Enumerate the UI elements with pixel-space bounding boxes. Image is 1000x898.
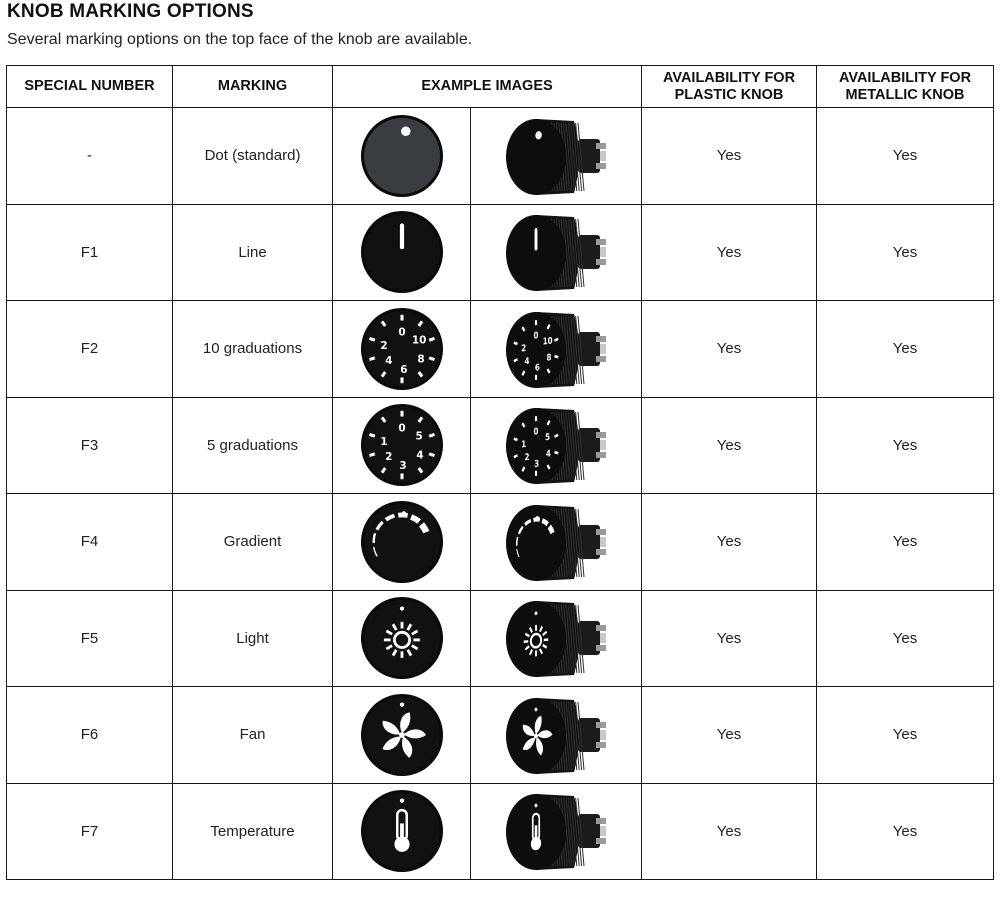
svg-text:2: 2: [384, 451, 392, 464]
metallic-availability-cell: Yes: [817, 397, 994, 494]
svg-text:3: 3: [534, 457, 540, 470]
svg-text:4: 4: [524, 354, 530, 367]
marking-cell: 5 graduations: [173, 397, 333, 494]
svg-text:10: 10: [542, 334, 553, 347]
table-row: [7, 494, 994, 591]
svg-text:2: 2: [524, 451, 530, 463]
line-knob-front-image: [333, 204, 471, 301]
gradient-knob-front-image: [333, 494, 471, 591]
svg-text:10: 10: [411, 334, 426, 347]
fan-knob-side-image: [471, 687, 642, 784]
table-row: [7, 783, 994, 880]
table-row: [7, 301, 994, 398]
gradient-knob-side-image: [471, 494, 642, 591]
marking-cell: Line: [173, 204, 333, 301]
svg-text:4: 4: [384, 354, 392, 367]
special-number-cell: F3: [7, 397, 173, 494]
plastic-availability-cell: Yes: [642, 687, 817, 784]
special-number-cell: F7: [7, 783, 173, 880]
page-title: KNOB MARKING OPTIONS: [7, 1, 254, 22]
plastic-availability-cell: Yes: [642, 590, 817, 687]
table-row: [7, 687, 994, 784]
metallic-availability-cell: Yes: [817, 204, 994, 301]
svg-text:0: 0: [533, 425, 539, 438]
header-plastic-availability: AVAILABILITY FOR PLASTIC KNOB: [642, 66, 817, 108]
page-subtitle: Several marking options on the top face of the knob are available.: [7, 31, 473, 48]
plastic-availability-cell: Yes: [642, 494, 817, 591]
graduations-10-knob-front-image: [333, 301, 471, 398]
svg-text:4: 4: [415, 449, 424, 462]
metallic-availability-cell: Yes: [817, 494, 994, 591]
marking-cell: Light: [173, 590, 333, 687]
header-example-images: EXAMPLE IMAGES: [333, 66, 642, 108]
svg-text:5: 5: [545, 431, 551, 443]
plastic-availability-cell: Yes: [642, 301, 817, 398]
svg-text:5: 5: [414, 430, 423, 443]
svg-text:8: 8: [416, 353, 425, 366]
special-number-cell: F5: [7, 590, 173, 687]
plastic-availability-cell: Yes: [642, 204, 817, 301]
svg-text:0: 0: [397, 326, 406, 339]
line-knob-side-image: [471, 204, 642, 301]
table-row: [7, 590, 994, 687]
fan-knob-front-image: [333, 687, 471, 784]
svg-text:3: 3: [398, 460, 407, 472]
header-marking: MARKING: [173, 66, 333, 108]
svg-text:2: 2: [379, 339, 388, 352]
thermometer-knob-side-image: [471, 783, 642, 880]
sun-knob-front-image: [333, 590, 471, 687]
sun-knob-side-image: [471, 590, 642, 687]
plastic-availability-cell: Yes: [642, 397, 817, 494]
svg-text:4: 4: [545, 447, 551, 460]
dot-knob-front-image: [333, 108, 471, 205]
marking-cell: Gradient: [173, 494, 333, 591]
special-number-cell: F2: [7, 301, 173, 398]
metallic-availability-cell: Yes: [817, 108, 994, 205]
svg-text:1: 1: [379, 436, 388, 449]
special-number-cell: -: [7, 108, 173, 205]
svg-text:2: 2: [521, 341, 527, 354]
metallic-availability-cell: Yes: [817, 687, 994, 784]
metallic-availability-cell: Yes: [817, 590, 994, 687]
svg-text:8: 8: [546, 351, 552, 363]
svg-text:0: 0: [533, 329, 539, 341]
knob-marking-table: [6, 65, 994, 880]
header-metallic-availability: AVAILABILITY FOR METALLIC KNOB: [817, 66, 994, 108]
special-number-cell: F6: [7, 687, 173, 784]
dot-knob-side-image: [471, 108, 642, 205]
table-row: [7, 108, 994, 205]
graduations-5-knob-front-image: [333, 397, 471, 494]
special-number-cell: F1: [7, 204, 173, 301]
metallic-availability-cell: Yes: [817, 301, 994, 398]
special-number-cell: F4: [7, 494, 173, 591]
svg-text:6: 6: [534, 361, 540, 373]
table-header-row: [7, 66, 994, 108]
marking-cell: Fan: [173, 687, 333, 784]
marking-cell: Temperature: [173, 783, 333, 880]
plastic-availability-cell: Yes: [642, 108, 817, 205]
marking-cell: Dot (standard): [173, 108, 333, 205]
svg-text:6: 6: [399, 363, 408, 376]
table-row: [7, 397, 994, 494]
thermometer-knob-front-image: [333, 783, 471, 880]
metallic-availability-cell: Yes: [817, 783, 994, 880]
plastic-availability-cell: Yes: [642, 783, 817, 880]
graduations-10-knob-side-image: [471, 301, 642, 398]
svg-text:0: 0: [397, 422, 406, 435]
graduations-5-knob-side-image: [471, 397, 642, 494]
header-special-number: SPECIAL NUMBER: [7, 66, 173, 108]
table-row: [7, 204, 994, 301]
marking-cell: 10 graduations: [173, 301, 333, 398]
svg-text:1: 1: [521, 438, 527, 450]
